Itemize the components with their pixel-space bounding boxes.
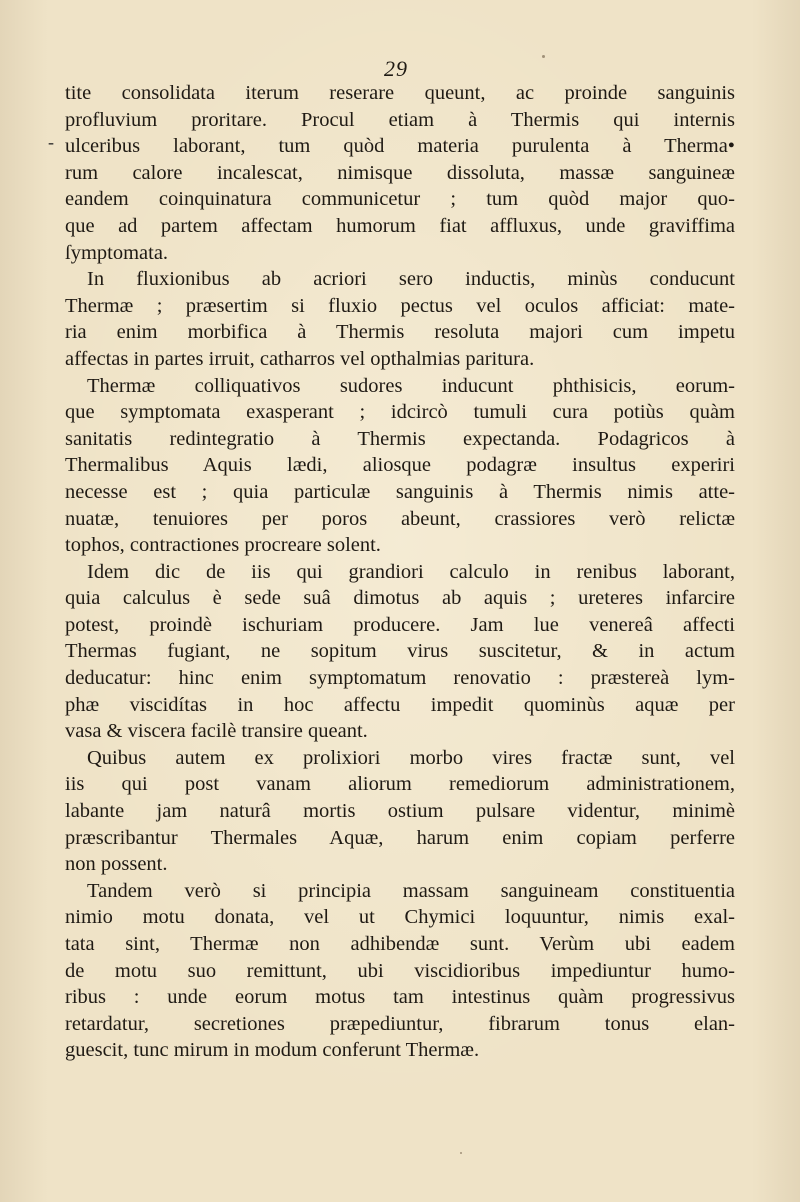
text-line: que symptomata exasperant ; idcircò tumuli cura potiùs quàm [65, 401, 735, 424]
text-line: non possent. [65, 853, 168, 876]
body-text [65, 80, 735, 1064]
text-line: que ad partem affectam humorum fiat affluxus, unde graviffima [65, 214, 735, 237]
text-line: necesse est ; quia particulæ sanguinis à Thermis nimis atte- [65, 480, 735, 503]
text-line: Quibus autem ex prolixiori morbo vires fractæ sunt, vel [87, 746, 735, 769]
text-line: Thermæ colliquativos sudores inducunt phthisicis, eorum- [87, 374, 735, 397]
text-line: iis qui post vanam aliorum remediorum administrationem, [65, 773, 735, 796]
text-line: tite consolidata iterum reserare queunt, ac proinde sanguinis [65, 82, 735, 104]
text-line: ulceribus laborant, tum quòd materia purulenta à Therma• [65, 135, 735, 158]
text-line: In fluxionibus ab acriori sero inductis, minùs conducunt [87, 268, 735, 291]
page-number: 29 [384, 56, 408, 81]
text-line: guescit, tunc mirum in modum conferunt Thermæ. [65, 1039, 480, 1062]
text-line: Thermas fugiant, ne sopitum virus suscitetur, & in actum [65, 640, 735, 663]
text-line: quia calculus è sede suâ dimotus ab aquis ; ureteres infarcire [65, 587, 735, 610]
ink-speck [542, 55, 545, 58]
margin-mark: - [48, 132, 54, 152]
text-line: Thermalibus Aquis lædi, aliosque podagræ insultus experiri [65, 454, 735, 477]
text-line: rum calore incalescat, nimisque dissoluta, massæ sanguineæ [65, 161, 735, 184]
text-line: deducatur: hinc enim symptomatum renovatio : præstereà lym- [65, 667, 735, 690]
text-line: nuatæ, tenuiores per poros abeunt, crassiores verò relictæ [65, 507, 735, 530]
text-line: ria enim morbifica à Thermis resoluta majori cum impetu [65, 321, 735, 344]
text-line: nimio motu donata, vel ut Chymici loquuntur, nimis exal- [65, 906, 735, 929]
text-line: affectas in partes irruit, catharros vel opthalmias paritura. [65, 347, 535, 370]
text-line: Thermæ ; præsertim si fluxio pectus vel oculos afficiat: mate- [65, 294, 735, 317]
ink-speck [460, 1152, 462, 1154]
text-line: potest, proindè ischuriam producere. Jam lue venereâ affecti [65, 613, 735, 636]
text-line: tophos, contractiones procreare solent. [65, 534, 381, 557]
text-line: sanitatis redintegratio à Thermis expectanda. Podagricos à [65, 427, 735, 450]
text-line: vasa & viscera facilè transire queant. [65, 720, 368, 743]
text-line: Tandem verò si principia massam sanguineam constituentia [87, 879, 735, 902]
text-line: phæ viscidítas in hoc affectu impedit quominùs aquæ per [65, 693, 735, 716]
text-line: ribus : unde eorum motus tam intestinus quàm progressivus [65, 986, 735, 1009]
text-line: profluvium proritare. Procul etiam à Thermis qui internis [65, 108, 735, 131]
text-line: retardatur, secretiones præpediuntur, fibrarum tonus elan- [65, 1012, 735, 1035]
text-line: eandem coinquinatura communicetur ; tum quòd major quo- [65, 188, 735, 211]
text-line: de motu suo remittunt, ubi viscidioribus impediuntur humo- [65, 959, 735, 982]
text-line: ſymptomata. [65, 241, 169, 264]
text-line: labante jam naturâ mortis ostium pulsare videntur, minimè [65, 800, 735, 823]
text-line: Idem dic de iis qui grandiori calculo in renibus laborant, [87, 560, 735, 583]
text-line: tata sint, Thermæ non adhibendæ sunt. Verùm ubi eadem [65, 933, 735, 955]
text-line: præscribantur Thermales Aquæ, harum enim copiam perferre [65, 826, 735, 849]
